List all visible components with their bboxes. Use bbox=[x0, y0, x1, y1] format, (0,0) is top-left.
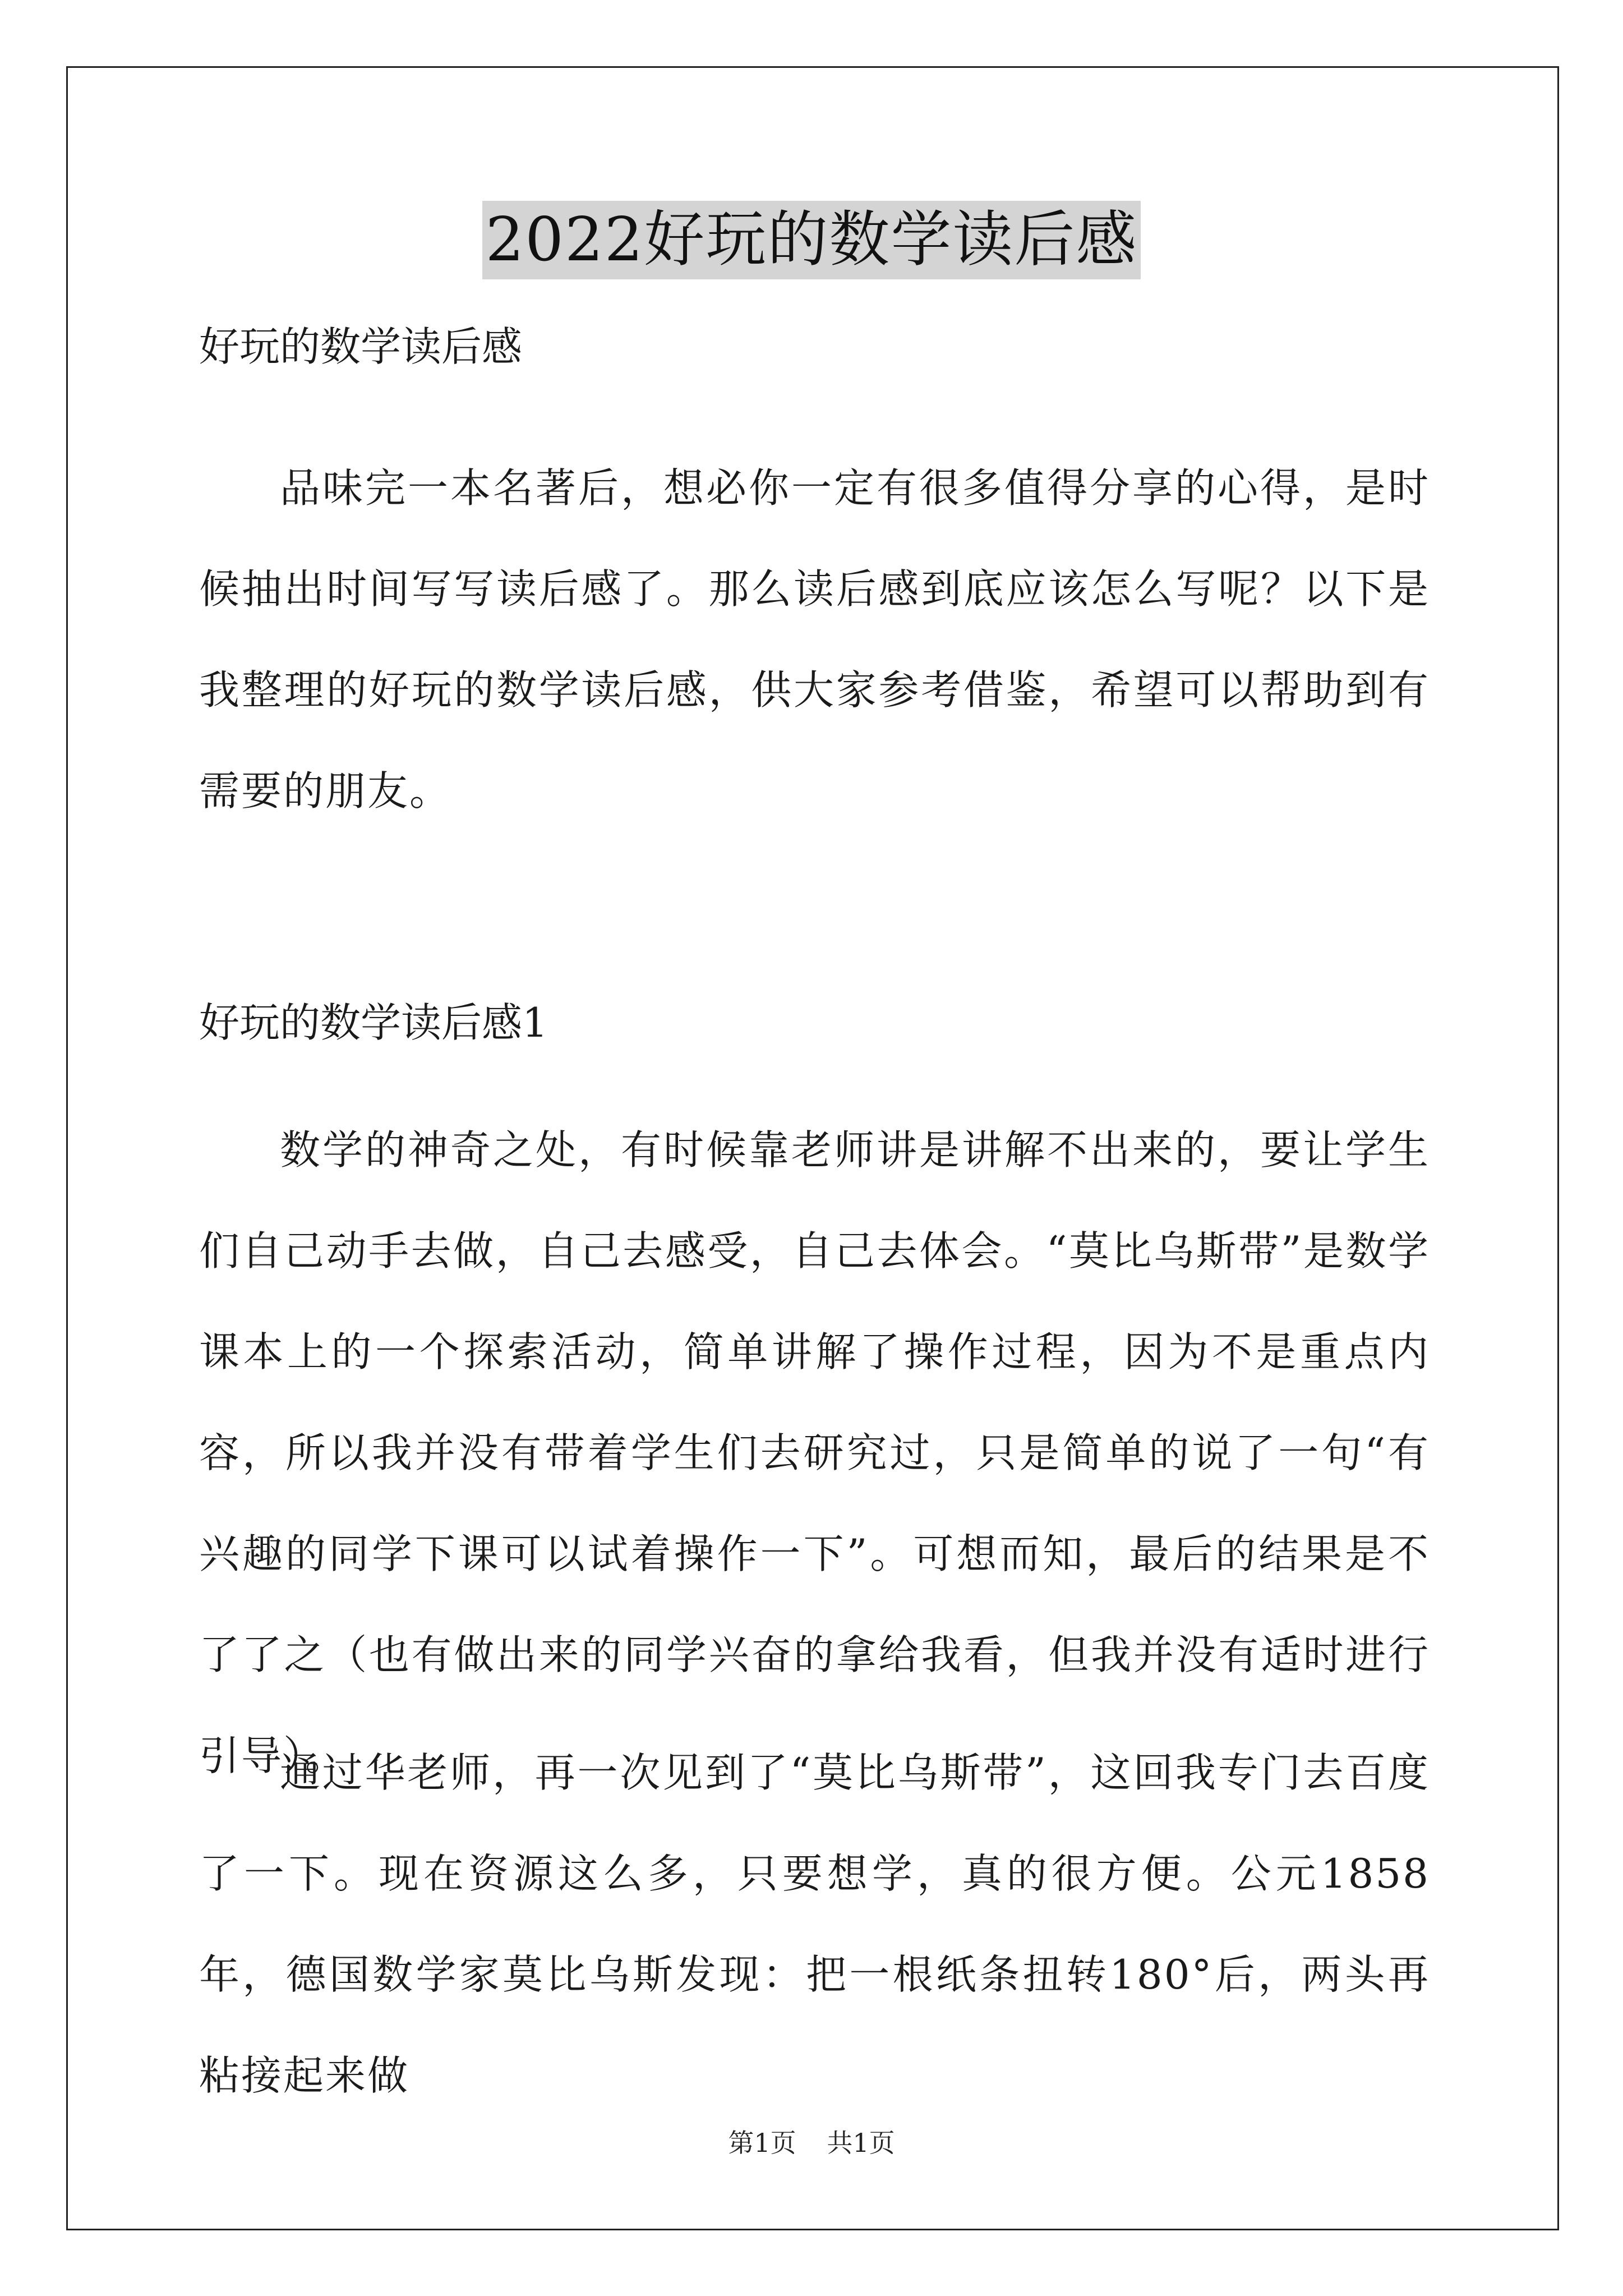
section1-heading: 好玩的数学读后感1 bbox=[199, 999, 548, 1046]
section1-paragraph-2: 通过华老师，再一次见到了“莫比乌斯带”，这回我专门去百度了一下。现在资源这么多，只要想学，真的很方便。公元1858年，德国数学家莫比乌斯发现：把一根纸条扭转180°后，两头再粘接起来做 bbox=[199, 1749, 1430, 2099]
page-footer bbox=[0, 2126, 1623, 2160]
intro-heading: 好玩的数学读后感 bbox=[199, 323, 523, 370]
section1-paragraph-1: 数学的神奇之处，有时候靠老师讲是讲解不出来的，要让学生们自己动手去做，自己去感受，自己去体会。“莫比乌斯带”是数学课本上的一个探索活动，简单讲解了操作过程，因为不是重点内容，所以我并没有带着学生们去研究过，只是简单的说了一句“有兴趣的同学下课可以试着操作一下”。可想而知，最后的结果是不了了之（也有做出来的同学兴奋的拿给我看，但我并没有适时进行引导）。 bbox=[199, 1126, 1430, 1779]
intro-paragraph: 品味完一本名著后，想必你一定有很多值得分享的心得，是时候抽出时间写写读后感了。那么读后感到底应该怎么写呢？以下是我整理的好玩的数学读后感，供大家参考借鉴，希望可以帮助到有需要的朋友。 bbox=[199, 464, 1430, 815]
page-number-current: 第1页 bbox=[728, 2128, 796, 2158]
page-number-total: 共1页 bbox=[827, 2128, 895, 2158]
document-title: 2022好玩的数学读后感 bbox=[482, 201, 1141, 279]
title-container bbox=[0, 201, 1623, 279]
